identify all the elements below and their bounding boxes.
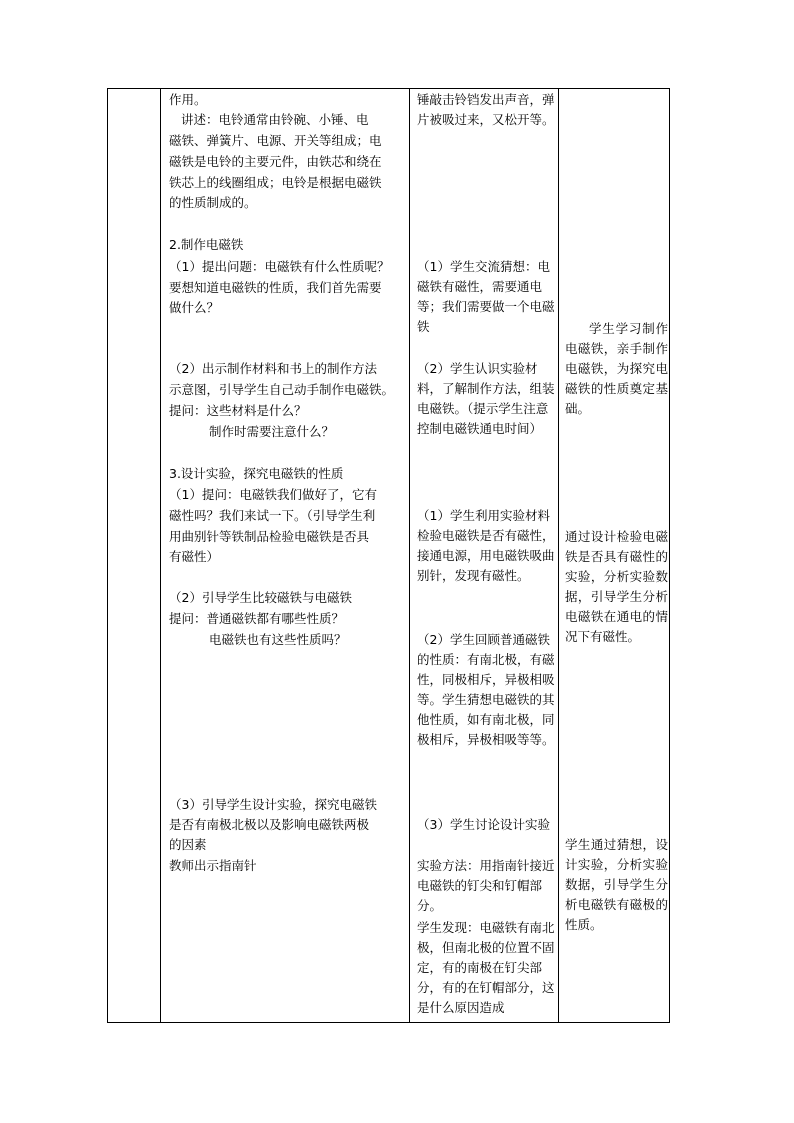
text-line: 的因素 [169,837,207,852]
text-block: 通过设计检验电磁铁是否具有磁性的实验，分析实验数据，引导学生分析电磁铁在通电的情况下有磁性。 [565,529,668,644]
text-line: （2）引导学生比较磁铁与电磁铁 [169,590,352,605]
text-line: 是否有南极北极以及影响电磁铁两极 [169,817,370,832]
text-line: 提问：普通磁铁都有哪些性质？ [169,611,345,626]
column-divider [558,89,559,1022]
text-block: （1）学生交流猜想：电磁铁有磁性，需要通电等；我们需要做一个电磁铁 [417,259,555,334]
student-activity-cell [417,89,555,1022]
text-line: 作用。 [169,92,207,107]
text-line: 铁芯上的线圈组成；电铃是根据电磁铁 [169,175,382,190]
column-divider [160,89,161,1022]
column-divider [409,89,410,1022]
text-block: （3）学生讨论设计实验 [417,817,550,832]
text-line: 磁铁、弹簧片、电源、开关等组成；电 [169,133,382,148]
text-line: （2）出示制作材料和书上的制作方法 [169,361,377,376]
text-line: 做什么？ [169,300,220,315]
text-line: 示意图，引导学生自己动手制作电磁铁。 [169,382,395,397]
text-line: （3）引导学生设计实验，探究电磁铁 [169,797,377,812]
text-line: 磁性吗？我们来试一下。（引导学生利 [169,508,376,523]
text-line: 有磁性） [169,549,220,564]
text-line: 制作时需要注意什么？ [209,424,335,439]
text-line: 电磁铁也有这些性质吗？ [209,632,347,647]
text-line: 提问：这些材料是什么？ [169,403,307,418]
text-block: （2）学生回顾普通磁铁的性质：有南北极，有磁性，同极相斥，异极相吸等。学生猜想电磁铁的其他性质，如有南北极，同极相斥，异极相吸等等。 [417,632,555,747]
text-block: 学生发现：电磁铁有南北极，但南北极的位置不固定，有的南极在钉尖部分，有的在钉帽部分，这是什么原因造成 [417,920,555,1015]
text-line: （1）提问：电磁铁我们做好了，它有 [169,487,377,502]
text-line: 讲述：电铃通常由铃碗、小锤、电 [181,112,369,127]
text-block: 学生通过猜想，设计实验，分析实验数据，引导学生分析电磁铁有磁极的性质。 [565,837,668,932]
section-heading: 2.制作电磁铁 [169,237,244,252]
text-block: 实验方法：用指南针接近电磁铁的钉尖和钉帽部分。 [417,858,555,913]
text-line: 的性质制成的。 [169,195,257,210]
lesson-table [107,88,670,1023]
text-line: （1）提出问题：电磁铁有什么性质呢？ [169,259,390,274]
text-line: 用曲别针等铁制品检验电磁铁是否具 [169,529,370,544]
text-block: （2）学生认识实验材料，了解制作方法，组装电磁铁。（提示学生注意控制电磁铁通电时间） [417,361,555,436]
teacher-activity-cell [169,89,405,1022]
text-block: 锤敲击铃铛发出声音，弹片被吸过来，又松开等。 [417,92,555,127]
design-intent-cell [565,89,668,1022]
text-line: 要想知道电磁铁的性质，我们首先需要 [169,280,382,295]
section-heading: 3.设计实验，探究电磁铁的性质 [169,466,344,481]
text-line: 教师出示指南针 [169,858,257,873]
text-line: 磁铁是电铃的主要元件，由铁芯和绕在 [169,154,382,169]
text-block: 学生学习制作电磁铁，亲手制作电磁铁，为探究电磁铁的性质奠定基础。 [565,321,668,416]
table-cell-empty [108,89,160,1022]
text-block: （1）学生利用实验材料检验电磁铁是否有磁性，接通电源，用电磁铁吸曲别针，发现有磁性。 [417,508,555,583]
